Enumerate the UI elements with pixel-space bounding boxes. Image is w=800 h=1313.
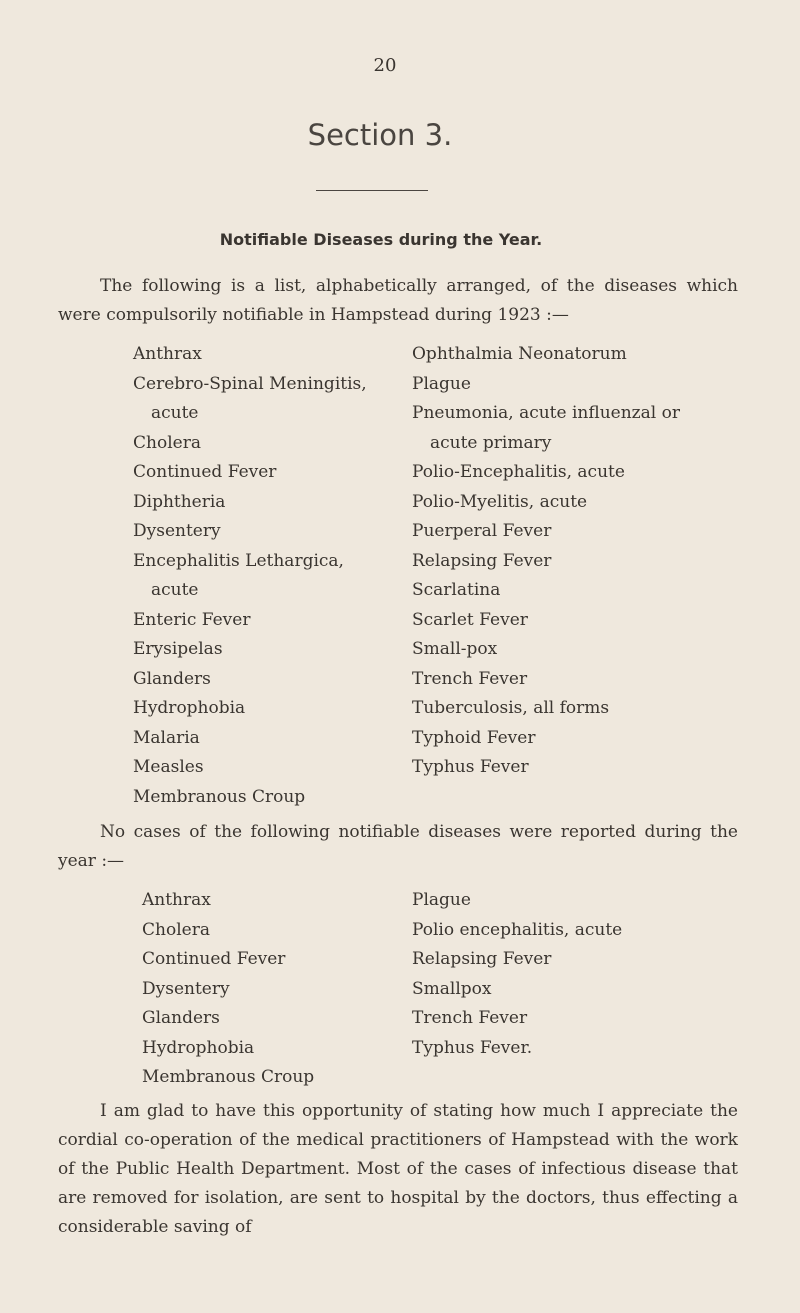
list-item: Glanders (133, 668, 211, 689)
list-item: Small-pox (412, 639, 498, 659)
list-item: Encephalitis Lethargica, (133, 550, 344, 571)
list-item: Cerebro-Spinal Meningitis, (133, 373, 367, 394)
no-cases-list-left (142, 886, 314, 1093)
list-item: acute (151, 580, 199, 600)
list-item: Polio-Myelitis, acute (412, 491, 588, 512)
list-item: Dysentery (142, 978, 230, 999)
list-item: Plague (412, 890, 471, 910)
list-item: Typhus Fever. (412, 1037, 533, 1058)
section-title: Section 3. (307, 118, 453, 152)
list-item: Pneumonia, acute influenzal or (412, 403, 680, 423)
list-item: Polio encephalitis, acute (412, 919, 623, 940)
list-item: Continued Fever (133, 462, 277, 482)
list-item: Cholera (142, 919, 210, 940)
list-item: Diphtheria (133, 491, 226, 512)
list-item: acute (151, 403, 199, 423)
list-item: Typhus Fever (412, 757, 529, 777)
list-item: Cholera (133, 432, 201, 453)
list-item: Anthrax (142, 890, 211, 910)
no-cases-paragraph: No cases of the following notifiable diseases were reported during the year :— (58, 822, 738, 871)
list-item: Malaria (133, 727, 200, 748)
list-item: Tuberculosis, all forms (412, 698, 610, 718)
notifiable-diseases-heading: Notifiable Diseases during the Year. (219, 230, 543, 249)
list-item: acute primary (430, 432, 552, 453)
divider-rule (316, 190, 428, 191)
list-item: Hydrophobia (142, 1037, 255, 1058)
list-item: Typhoid Fever (412, 727, 536, 748)
list-item: Scarlet Fever (412, 609, 528, 630)
list-item: Trench Fever (412, 668, 528, 689)
no-cases-list-right (412, 886, 622, 1063)
list-item: Glanders (142, 1008, 220, 1028)
list-item: Anthrax (133, 344, 202, 364)
notifiable-list-left (133, 340, 367, 812)
list-item: Membranous Croup (133, 786, 306, 807)
list-item: Puerperal Fever (412, 521, 552, 541)
closing-paragraph: I am glad to have this opportunity of stating how much I appreciate the cordial co-operation of the medical practitioners of Hampstead with the work of the Public Health Department. Most of the cases of infectious disease that are removed for isolation, are sent to hospital by the doctors, thus effecting a considerable saving of (58, 1101, 738, 1237)
list-item: Scarlatina (412, 580, 501, 600)
page-number: 20 (373, 55, 397, 76)
list-item: Ophthalmia Neonatorum (412, 344, 627, 364)
list-item: Hydrophobia (133, 698, 246, 718)
list-item: Measles (133, 757, 204, 777)
notifiable-list-right (412, 340, 680, 783)
list-item: Dysentery (133, 521, 221, 541)
list-item: Trench Fever (412, 1008, 528, 1028)
list-item: Membranous Croup (142, 1067, 315, 1087)
list-item: Plague (412, 373, 471, 394)
list-item: Relapsing Fever (412, 550, 552, 571)
intro-paragraph: The following is a list, alphabetically arranged, of the diseases which were compulsorily notifiable in Hampstead during 1923 :— (58, 276, 738, 325)
list-item: Polio-Encephalitis, acute (412, 462, 625, 482)
list-item: Enteric Fever (133, 609, 251, 630)
list-item: Relapsing Fever (412, 949, 552, 969)
list-item: Smallpox (412, 978, 492, 999)
list-item: Erysipelas (133, 639, 223, 659)
list-item: Continued Fever (142, 949, 286, 969)
